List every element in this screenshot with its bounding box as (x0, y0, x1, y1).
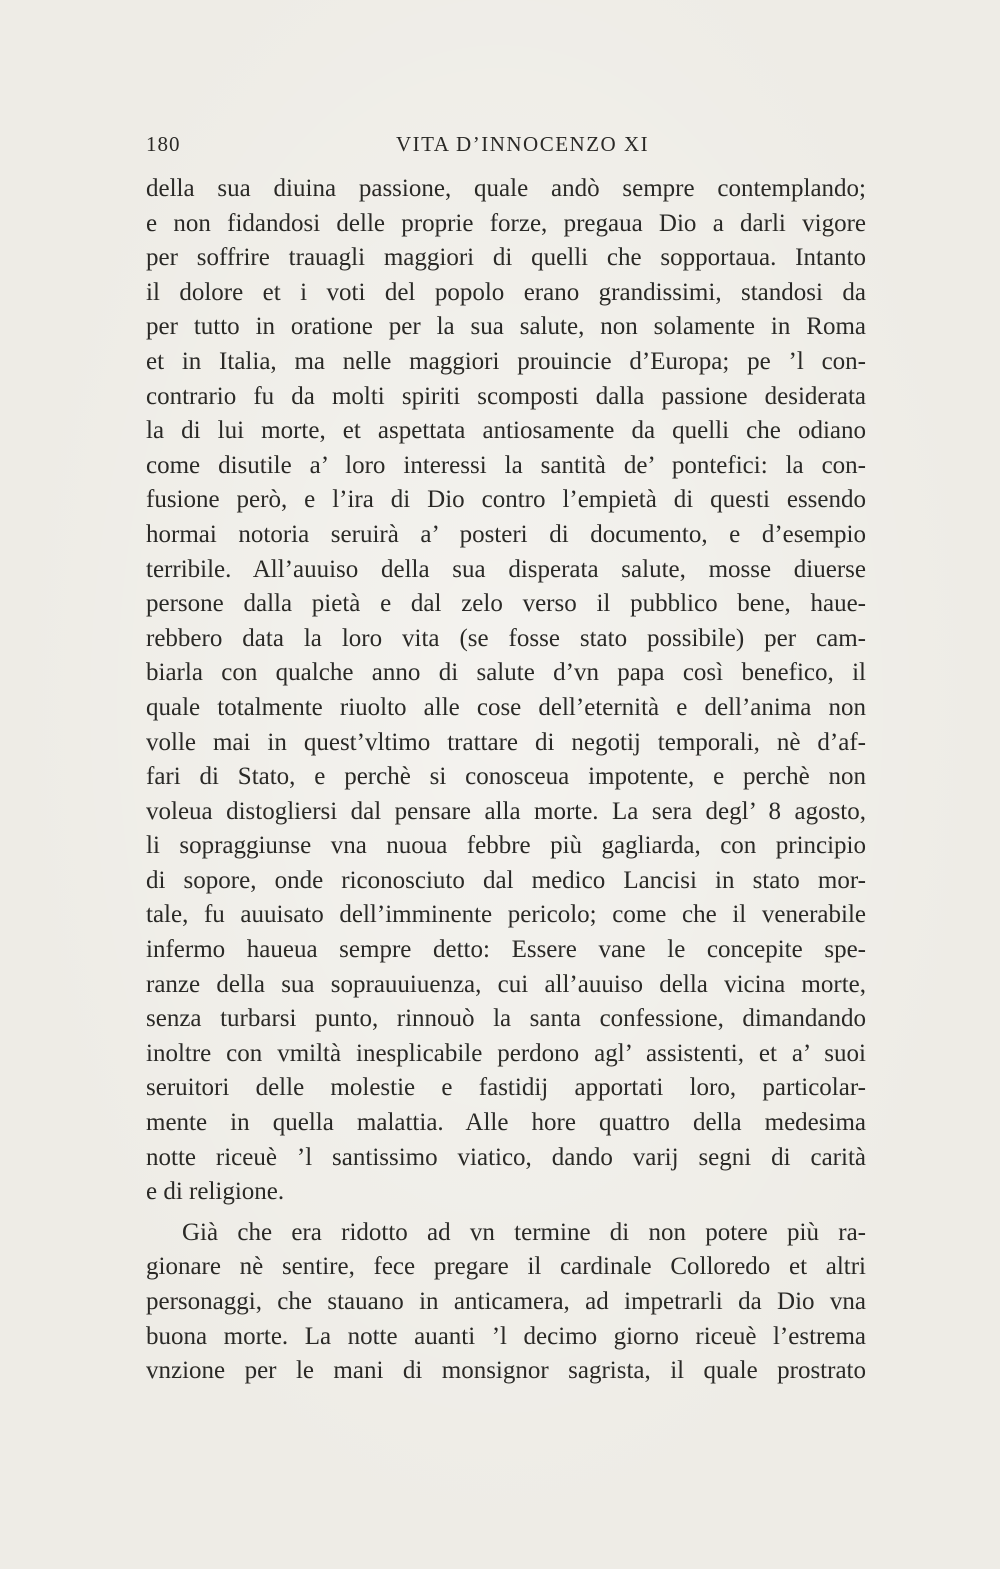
text-line: fusione però, e l’ira di Dio contro l’empietà di questi essendo (146, 486, 866, 514)
text-line: gionare nè sentire, fece pregare il cardinale Colloredo et altri (146, 1253, 866, 1281)
text-line: mente in quella malattia. Alle hore quattro della medesima (146, 1109, 866, 1137)
text-line: voleua distogliersi dal pensare alla morte. La sera degl’ 8 agosto, (146, 797, 866, 825)
paragraph-2 (146, 1216, 866, 1389)
text-line: della sua diuina passione, quale andò sempre contemplando; (146, 175, 866, 202)
text-line: et in Italia, ma nelle maggiori prouincie d’Europa; pe ’l con- (146, 347, 866, 375)
text-line: vnzione per le mani di monsignor sagrista, il quale prostrato (146, 1357, 866, 1385)
text-line: di sopore, onde riconosciuto dal medico Lancisi in stato mor- (146, 866, 866, 894)
text-line: e di religione. (146, 1178, 285, 1206)
running-head (146, 132, 864, 162)
text-line: quale totalmente riuolto alle cose dell’eternità e dell’anima non (146, 693, 866, 721)
text-line: Già che era ridotto ad vn termine di non potere più ra- (182, 1218, 866, 1246)
text-line: biarla con qualche anno di salute d’vn papa così benefico, il (146, 659, 866, 687)
text-line: notte riceuè ’l santissimo viatico, dando varij segni di carità (146, 1143, 866, 1171)
text-line: per soffrire trauagli maggiori di quelli che sopportaua. Intanto (146, 244, 866, 272)
text-line: la di lui morte, et aspettata antiosamente da quelli che odiano (146, 417, 866, 445)
text-line: come disutile a’ loro interessi la santità de’ pontefici: la con- (146, 451, 866, 479)
text-line: fari di Stato, e perchè si conosceua impotente, e perchè non (146, 763, 866, 791)
text-line: rebbero data la loro vita (se fosse stato possibile) per cam- (146, 624, 866, 652)
running-title: VITA D’INNOCENZO XI (396, 132, 650, 156)
text-line: inoltre con vmiltà inesplicabile perdono agl’ assistenti, et a’ suoi (146, 1039, 866, 1067)
text-line: infermo haueua sempre detto: Essere vane le concepite spe- (146, 936, 866, 964)
text-line: volle mai in quest’vltimo trattare di negotij temporali, nè d’af- (146, 728, 866, 756)
text-line: contrario fu da molti spiriti scomposti dalla passione desiderata (146, 382, 866, 410)
paragraph-1 (146, 172, 866, 1210)
text-line: ranze della sua soprauuiuenza, cui all’auuiso della vicina morte, (146, 970, 866, 998)
body-text (146, 172, 866, 1389)
text-line: terribile. All’auuiso della sua disperata salute, mosse diuerse (146, 555, 866, 583)
text-line: seruitori delle molestie e fastidij apportati loro, particolar- (146, 1074, 866, 1102)
text-line: e non fidandosi delle proprie forze, pregaua Dio a darli vigore (146, 209, 866, 237)
text-line: tale, fu auuisato dell’imminente pericolo; come che il venerabile (146, 901, 866, 929)
text-line: il dolore et i voti del popolo erano grandissimi, standosi da (146, 278, 866, 306)
text-line: personaggi, che stauano in anticamera, ad impetrarli da Dio vna (146, 1288, 866, 1315)
text-line: hormai notoria seruirà a’ posteri di documento, e d’esempio (146, 520, 866, 548)
text-line: li sopraggiunse vna nuoua febbre più gagliarda, con principio (146, 832, 866, 860)
page-number: 180 (146, 132, 181, 156)
text-line: persone dalla pietà e dal zelo verso il pubblico bene, haue- (146, 590, 866, 618)
text-line: per tutto in oratione per la sua salute, non solamente in Roma (146, 313, 866, 341)
text-line: buona morte. La notte auanti ’l decimo giorno riceuè l’estrema (146, 1322, 866, 1350)
text-line: senza turbarsi punto, rinnouò la santa confessione, dimandando (146, 1005, 866, 1033)
